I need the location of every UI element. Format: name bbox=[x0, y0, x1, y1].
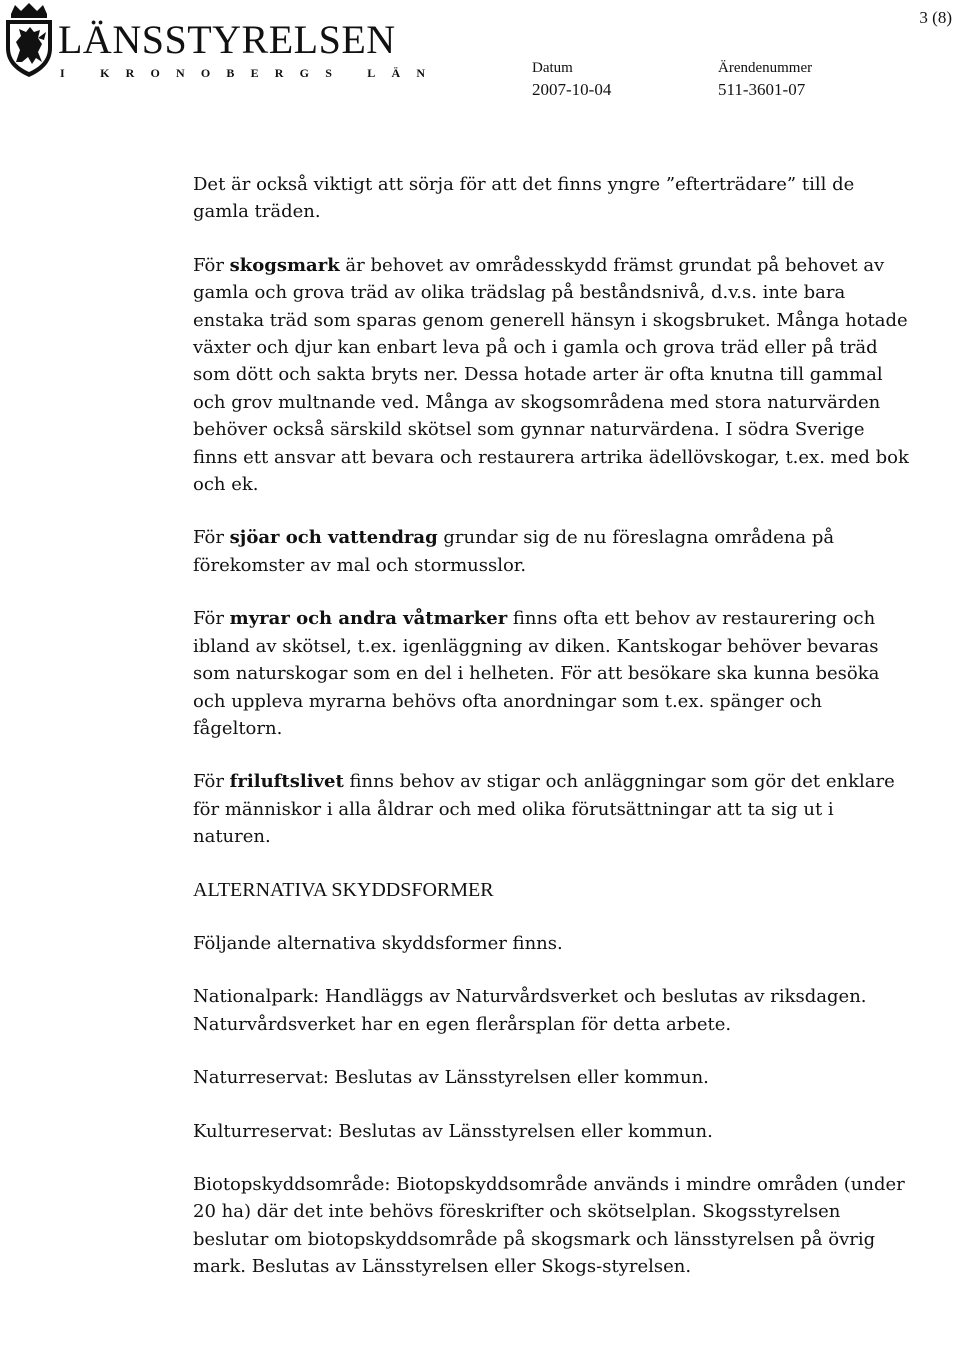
case-number-value: 511-3601-07 bbox=[718, 80, 806, 99]
case-number-block bbox=[718, 60, 812, 101]
paragraph-nationalpark: Nationalpark: Handläggs av Naturvårdsverket och beslutas av riksdagen. Naturvårdsverket har en egen flerårsplan för detta arbete. bbox=[193, 986, 867, 1035]
coat-of-arms-icon bbox=[2, 2, 56, 78]
keyword-lakes: sjöar och vattendrag bbox=[229, 527, 438, 549]
keyword-forest: skogsmark bbox=[229, 254, 340, 276]
paragraph-wetlands: För myrar och andra våtmarker finns ofta ett behov av restaurering och ibland av skötsel, t.ex. igenläggning av diken. Kantskogar behöver bevaras som naturskogar som en del i helheten. För att besökare ska kunna besöka och uppleva myrarna behövs ofta anordningar som t.ex. spänger och fågeltorn. bbox=[193, 608, 880, 739]
paragraph-biotopskydd: Biotopskyddsområde: Biotopskyddsområde används i mindre områden (under 20 ha) där det inte behövs föreskrifter och skötselplan. Skogsstyrelsen beslutar om biotopskyddsområde på skogsmark och länsstyrelsen på övrig mark. Beslutas av Länsstyrelsen eller Skogs-styrelsen. bbox=[193, 1173, 905, 1278]
page-number: 3 (8) bbox=[919, 8, 952, 27]
logo-wordmark: LÄNSSTYRELSEN bbox=[58, 17, 396, 62]
date-value: 2007-10-04 bbox=[532, 80, 612, 99]
paragraph-intro: Följande alternativa skyddsformer finns. bbox=[193, 932, 563, 954]
paragraph-recreation: För friluftslivet finns behov av stigar och anläggningar som gör det enklare för människor i alla åldrar och med olika förutsättningar att ta sig ut i naturen. bbox=[193, 771, 895, 848]
paragraph-kulturreservat: Kulturreservat: Beslutas av Länsstyrelsen eller kommun. bbox=[193, 1120, 713, 1142]
logo-subtitle: I KRONOBERGS LÄN bbox=[60, 66, 442, 80]
document-body bbox=[193, 171, 913, 1281]
paragraph-successors: Det är också viktigt att sörja för att det finns yngre ”efterträdare” till de gamla träden. bbox=[193, 174, 855, 223]
date-block bbox=[532, 60, 611, 101]
keyword-wetlands: myrar och andra våtmarker bbox=[229, 608, 508, 630]
date-label: Datum bbox=[532, 60, 573, 76]
paragraph-forest: För skogsmark är behovet av områdesskydd främst grundat på behovet av gamla och grova träd av olika trädslag på beståndsnivå, d.v.s. inte bara enstaka träd som sparas genom generell hänsyn i skogsbruket. Många hotade växter och djur kan enbart leva på och i gamla och grova träd eller på träd som dött och sakta bryts ner. Dessa hotade arter är ofta knutna till gammal och grov multnande ved. Många av skogsområdena med stora naturvärden behöver också särskild skötsel som gynnar naturvärdena. I södra Sverige finns ett ansvar att bevara och restaurera artrika ädellövskogar, t.ex. med bok och ek. bbox=[193, 254, 909, 496]
section-heading: ALTERNATIVA SKYDDSFORMER bbox=[193, 878, 494, 901]
paragraph-lakes: För sjöar och vattendrag grundar sig de nu föreslagna områdena på förekomster av mal och stormusslor. bbox=[193, 527, 835, 576]
paragraph-naturreservat: Naturreservat: Beslutas av Länsstyrelsen eller kommun. bbox=[193, 1067, 709, 1089]
case-number-label: Ärendenummer bbox=[718, 60, 813, 76]
keyword-recreation: friluftslivet bbox=[229, 771, 344, 793]
lansstyrelsen-logo bbox=[2, 2, 442, 82]
